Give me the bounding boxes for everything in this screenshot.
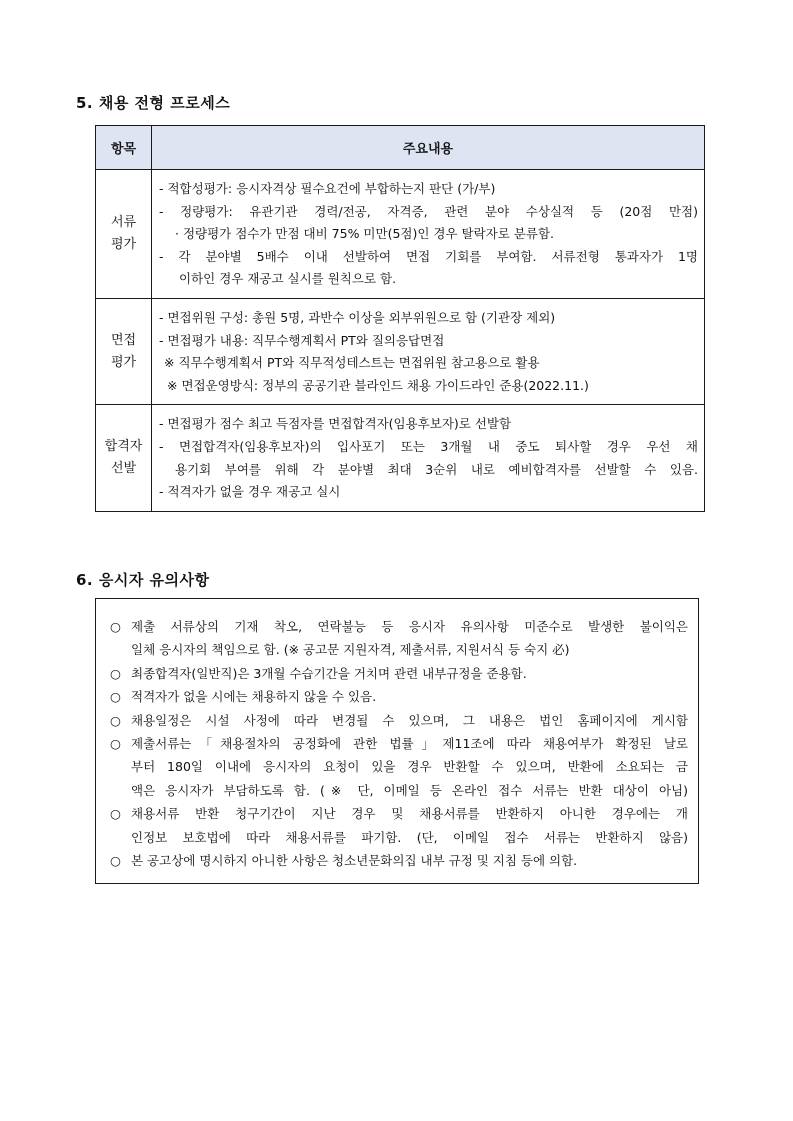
item-label-line: 평가 [110, 236, 137, 252]
notice-line: 액은 응시자가 부담하도록 함. (※ 단, 이메일 등 온라인 접수 서류는 반환 대상이 아님) [131, 782, 688, 798]
notice-line: 부터 180일 이내에 응시자의 요청이 있을 경우 반환할 수 있으며, 반환에 소요되는 금 [131, 759, 688, 775]
item-label-line: 서류 [110, 214, 137, 230]
list-item [110, 615, 688, 662]
header-content: 주요내용 [152, 126, 705, 170]
content-line: - 적격자가 없을 경우 재공고 실시 [159, 484, 341, 500]
table-row-interview [96, 298, 705, 404]
content-line: - 면접평가 내용: 직무수행계획서 PT와 질의응답면접 [159, 332, 445, 348]
content-line: 용기회 부여를 위해 각 분야별 최대 3순위 내로 예비합격자를 선발할 수 있음. [175, 461, 698, 477]
notice-line: 최종합격자(일반직)은 3개월 수습기간을 거치며 관련 내부규정을 준용함. [131, 665, 527, 681]
list-item [110, 732, 688, 802]
notice-line: 본 공고상에 명시하지 아니한 사항은 청소년문화의집 내부 규정 및 지침 등에 의함. [131, 853, 578, 869]
content-line: · 정량평가 점수가 만점 대비 75% 미만(5점)인 경우 탈락자로 분류함. [175, 226, 554, 242]
circle-bullet-icon: ○ [110, 806, 121, 822]
header-item: 항목 [96, 126, 152, 170]
list-item [110, 802, 688, 849]
item-label-line: 합격자 [104, 439, 143, 455]
list-item [110, 709, 688, 732]
list-item [110, 849, 688, 872]
section-6-title: 6. 응시자 유의사항 [76, 571, 210, 589]
content-line: - 정량평가: 유관기관 경력/전공, 자격증, 관련 분야 수상실적 등 (20점 만점) [159, 203, 698, 219]
circle-bullet-icon: ○ [110, 853, 121, 869]
table-row-final-selection [96, 405, 705, 511]
notice-line: 적격자가 없을 시에는 채용하지 않을 수 있음. [131, 689, 377, 705]
content-cell [152, 298, 705, 404]
item-cell [96, 298, 152, 404]
notice-line: 제출서류는「채용절차의 공정화에 관한 법률」제11조에 따라 채용여부가 확정된 날로 [131, 736, 688, 752]
content-cell [152, 170, 705, 299]
notice-line: 채용일정은 시설 사정에 따라 변경될 수 있으며, 그 내용은 법인 홈페이지에 게시함 [131, 712, 688, 728]
table-header-row [96, 126, 705, 170]
item-label-line: 평가 [110, 354, 137, 370]
content-line: ※ 면접운영방식: 정부의 공공기관 블라인드 채용 가이드라인 준용(2022.11.) [167, 377, 589, 393]
circle-bullet-icon: ○ [110, 689, 121, 705]
list-item [110, 685, 688, 708]
item-label-line: 면접 [110, 332, 137, 348]
circle-bullet-icon: ○ [110, 712, 121, 728]
content-line: - 적합성평가: 응시자격상 필수요건에 부합하는지 판단 (가/부) [159, 181, 496, 196]
content-line: - 각 분야별 5배수 이내 선발하여 면접 기회를 부여함. 서류전형 통과자가 1명 [159, 248, 698, 264]
content-line: - 면접위원 구성: 총원 5명, 과반수 이상을 외부위원으로 함 (기관장 제외) [159, 309, 556, 325]
applicant-notice-box [95, 598, 699, 884]
circle-bullet-icon: ○ [110, 665, 121, 681]
item-label-line: 선발 [110, 461, 137, 477]
circle-bullet-icon: ○ [110, 736, 121, 752]
table-row-document-review [96, 170, 705, 299]
content-line: - 면접평가 점수 최고 득점자를 면접합격자(임용후보자)로 선발함 [159, 416, 512, 432]
notice-line: 일체 응시자의 책임으로 함. (※ 공고문 지원자격, 제출서류, 지원서식 등 숙지 必) [131, 642, 570, 658]
item-cell [96, 405, 152, 511]
notice-line: 채용서류 반환 청구기간이 지난 경우 및 채용서류를 반환하지 아니한 경우에는 개 [131, 806, 688, 822]
section-5-title: 5. 채용 전형 프로세스 [76, 94, 231, 112]
list-item [110, 662, 688, 685]
content-line: ※ 직무수행계획서 PT와 직무적성테스트는 면접위원 참고용으로 활용 [164, 355, 540, 371]
item-cell [96, 170, 152, 299]
content-line: 이하인 경우 재공고 실시를 원칙으로 함. [179, 271, 397, 287]
selection-process-table [95, 125, 705, 512]
content-line: - 면접합격자(임용후보자)의 입사포기 또는 3개월 내 중도 퇴사할 경우 우선 채 [159, 438, 698, 454]
circle-bullet-icon: ○ [110, 619, 121, 634]
content-cell [152, 405, 705, 511]
notice-line: 제출 서류상의 기재 착오, 연락불능 등 응시자 유의사항 미준수로 발생한 불이익은 [131, 619, 688, 634]
notice-line: 인정보 보호법에 따라 채용서류를 파기함. (단, 이메일 접수 서류는 반환하지 않음) [131, 829, 688, 845]
